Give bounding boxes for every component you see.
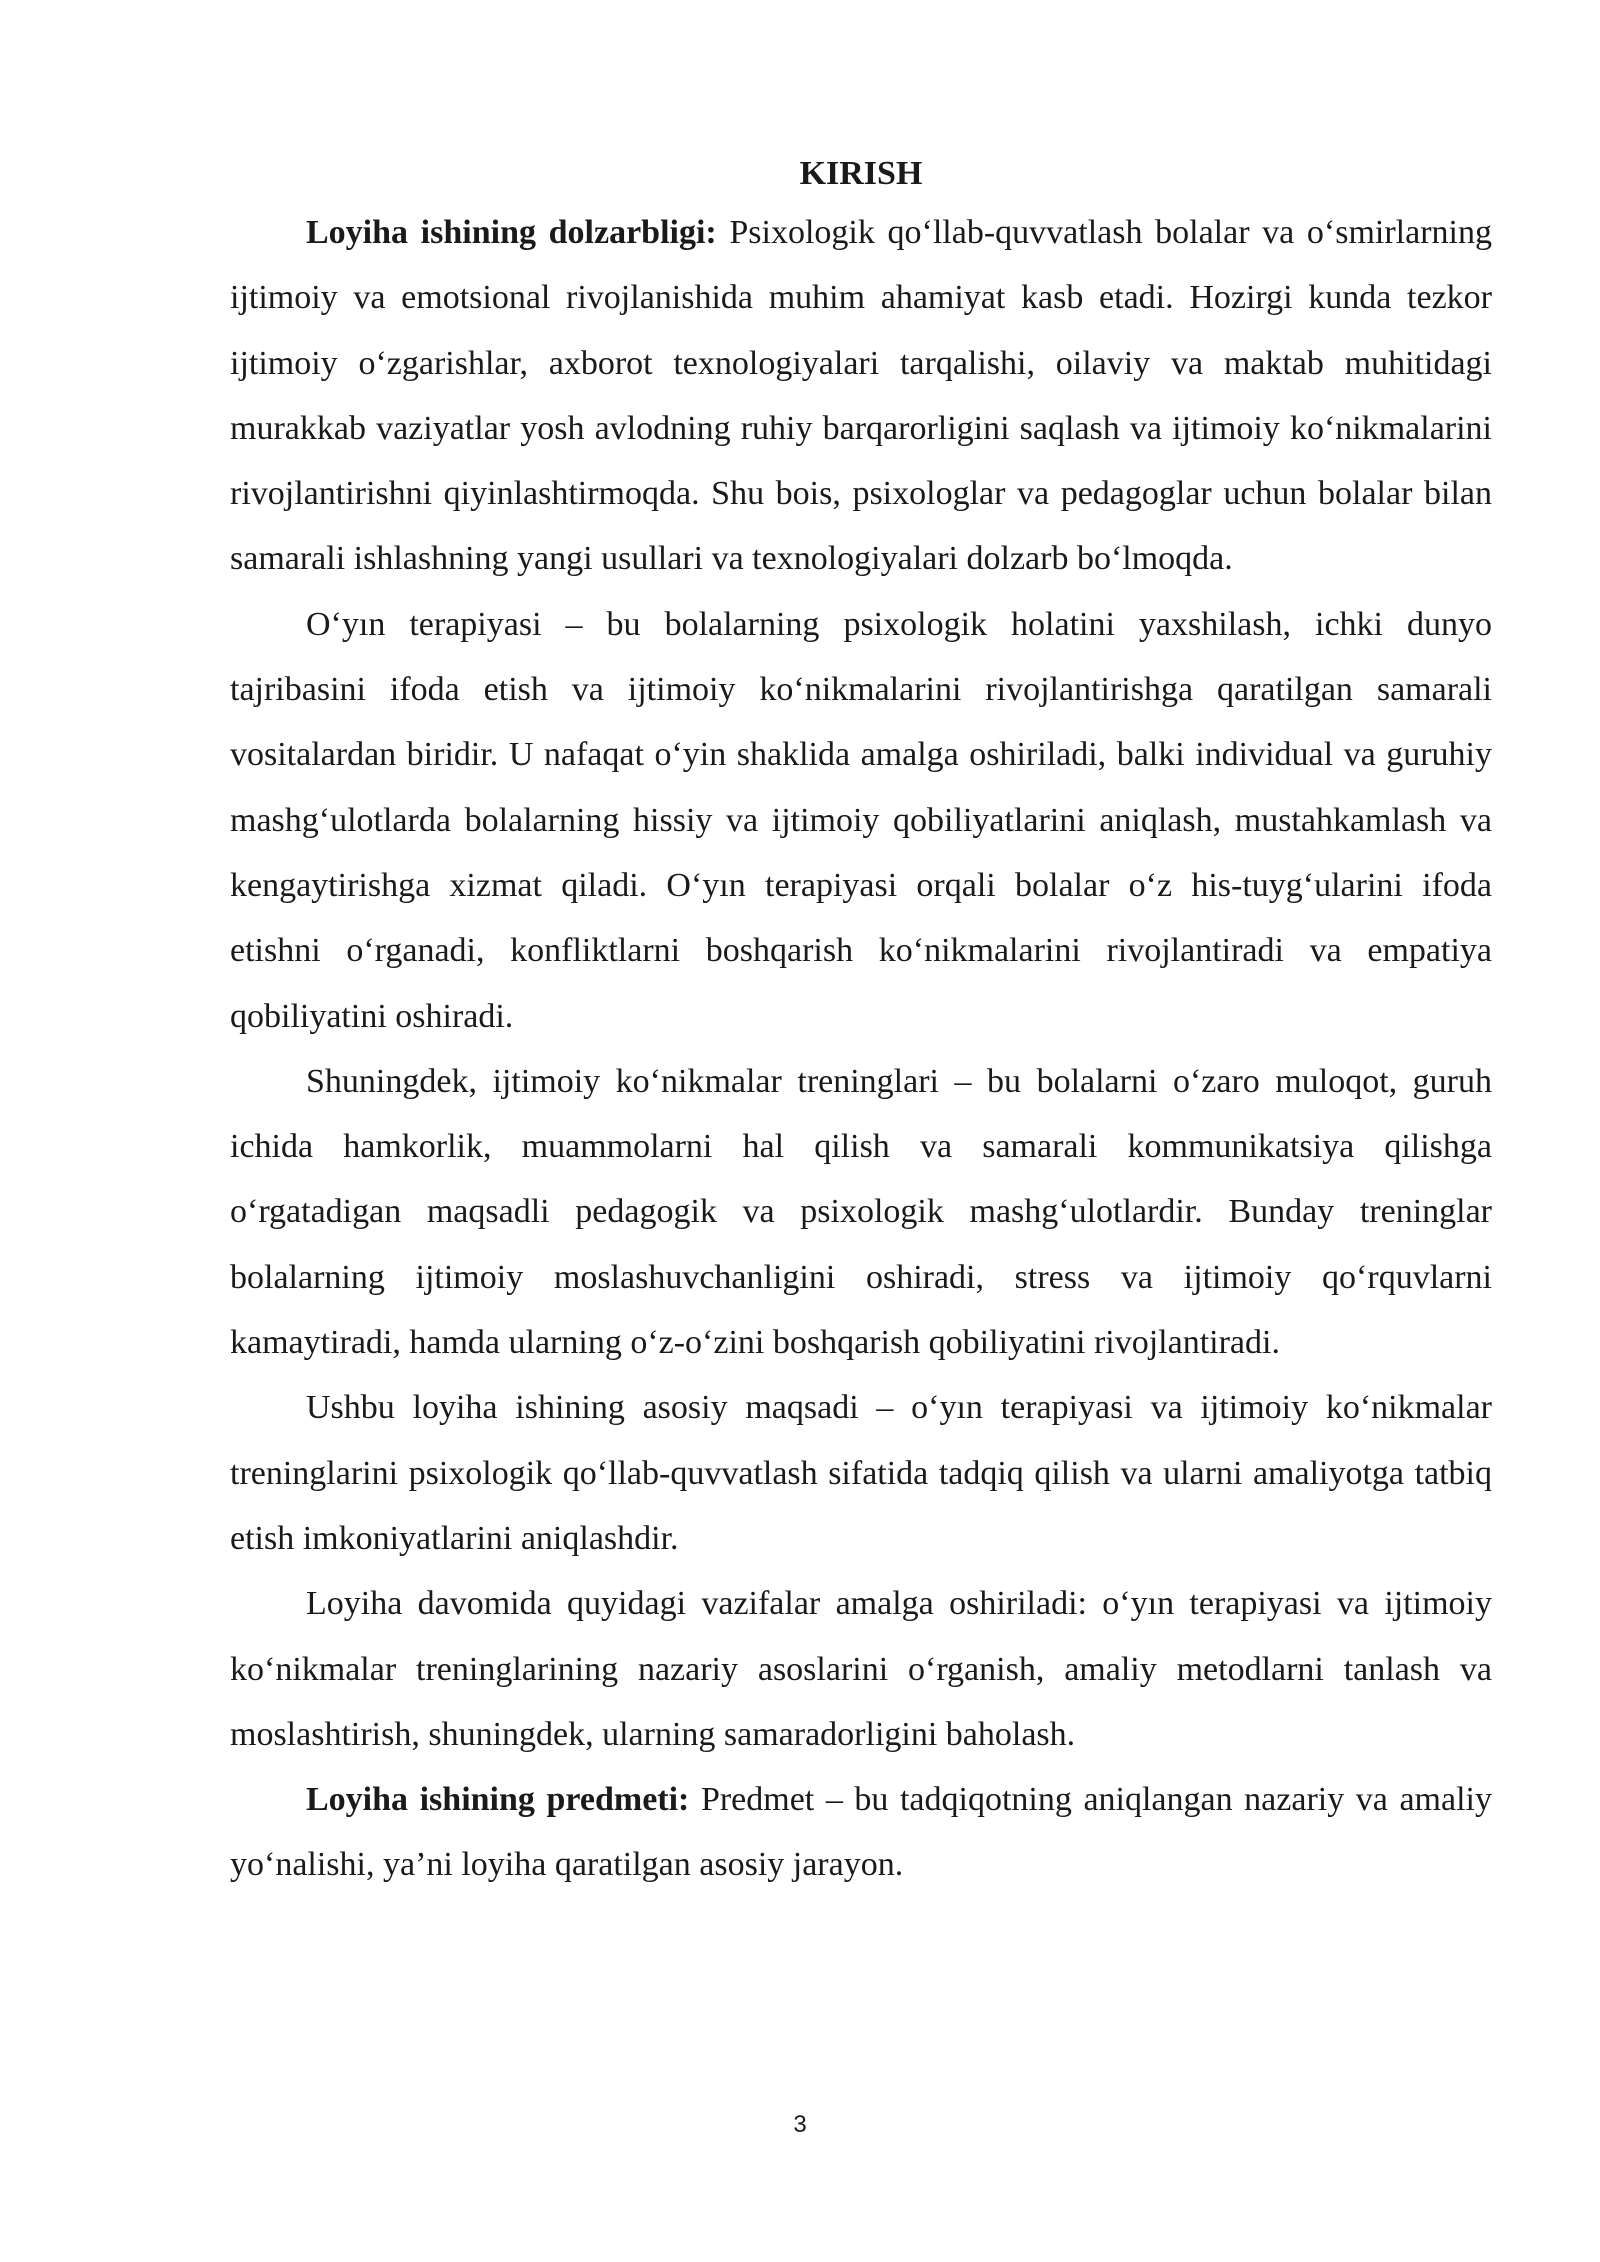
paragraph-lead: Loyiha ishining predmeti: [306, 1781, 690, 1819]
paragraph-subject [230, 1767, 1492, 1898]
page-content [230, 148, 1492, 1898]
paragraph-text: Ushbu loyiha ishining asosiy maqsadi – o‘yın terapiyasi va ijtimoiy ko‘nikmalar treninglarini psixologik qo‘llab-quvvatlash sifatida tadqiq qilish va ularni amaliyotga tatbiq etish imkoniyatlarini aniqlashdir. [230, 1389, 1492, 1557]
paragraph-play-therapy [230, 592, 1492, 1049]
paragraph-text: Predmet – bu tadqiqotning aniqlangan nazariy va amaliy yo‘nalishi, ya’ni loyiha qaratilgan asosiy jarayon. [230, 1781, 1492, 1884]
page-number: 3 [793, 2111, 807, 2138]
section-title: KIRISH [799, 155, 923, 192]
paragraph-tasks [230, 1571, 1492, 1767]
paragraph-text: O‘yın terapiyasi – bu bolalarning psixologik holatini yaxshilash, ichki dunyo tajribasini ifoda etish va ijtimoiy ko‘nikmalarini rivojlantirishga qaratilgan samarali vositalardan biridir. U nafaqat o‘yin shaklida amalga oshiriladi, balki individual va guruhiy mashg‘ulotlarda bolalarning hissiy va ijtimoiy qobiliyatlarini aniqlash, mustahkamlash va kengaytirishga xizmat qiladi. O‘yın terapiyasi orqali bolalar o‘z his-tuyg‘ularini ifoda etishni o‘rganadi, konfliktlarni boshqarish ko‘nikmalarini rivojlantiradi va empatiya qobiliyatini oshiradi. [230, 605, 1492, 1035]
paragraph-text: Psixologik qo‘llab-quvvatlash bolalar va o‘smirlarning ijtimoiy va emotsional rivojlanishida muhim ahamiyat kasb etadi. Hozirgi kunda tezkor ijtimoiy o‘zgarishlar, axborot texnologiyalari tarqalishi, oilaviy va maktab muhitidagi murakkab vaziyatlar yosh avlodning ruhiy barqarorligini saqlash va ijtimoiy ko‘nikmalarini rivojlantirishni qiyinlashtirmoqda. Shu bois, psixologlar va pedagoglar uchun bolalar bilan samarali ishlashning yangi usullari va texnologiyalari dolzarb bo‘lmoqda. [230, 214, 1492, 578]
paragraph-relevance [230, 200, 1492, 592]
paragraph-text: Loyiha davomida quyidagi vazifalar amalga oshiriladi: o‘yın terapiyasi va ijtimoiy ko‘nikmalar treninglarining nazariy asoslarini o‘rganish, amaliy metodlarni tanlash va moslashtirish, shuningdek, ularning samaradorligini baholash. [230, 1585, 1492, 1753]
paragraph-lead: Loyiha ishining dolzarbligi: [306, 214, 717, 251]
paragraph-social-skills [230, 1049, 1492, 1375]
paragraph-goal [230, 1375, 1492, 1571]
paragraph-text: Shuningdek, ijtimoiy ko‘nikmalar treninglari – bu bolalarni o‘zaro muloqot, guruh ichida hamkorlik, muammolarni hal qilish va samarali kommunikatsiya qilishga o‘rgatadigan maqsadli pedagogik va psixologik mashg‘ulotlardir. Bunday treninglar bolalarning ijtimoiy moslashuvchanligini oshiradi, stress va ijtimoiy qo‘rquvlarni kamaytiradi, hamda ularning o‘z-o‘zini boshqarish qobiliyatini rivojlantiradi. [230, 1062, 1492, 1362]
